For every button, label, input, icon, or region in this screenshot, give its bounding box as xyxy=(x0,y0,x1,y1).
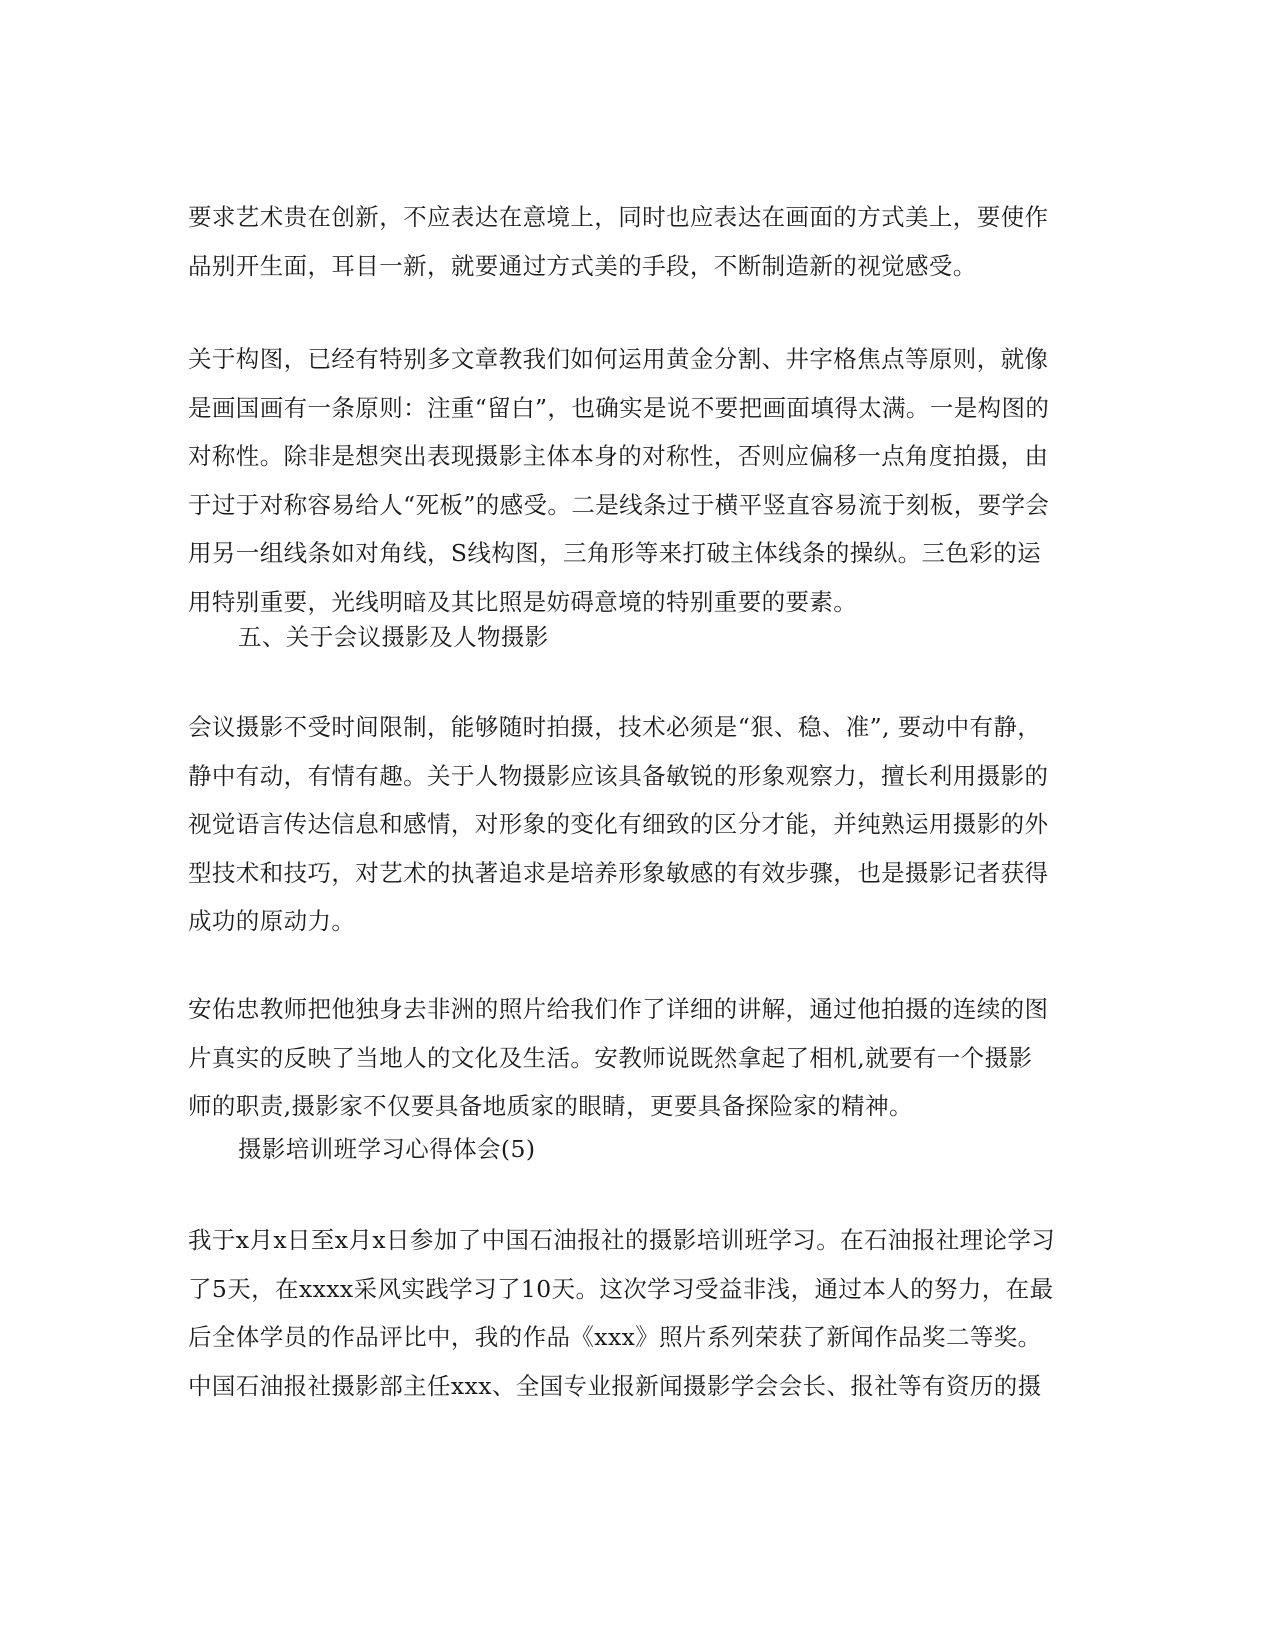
section-heading: 五、关于会议摄影及人物摄影 xyxy=(238,623,549,651)
text-line: 用另一组线条如对角线，S线构图，三角形等来打破主体线条的操纵。三色彩的运 xyxy=(188,539,1041,567)
text-line: 要求艺术贵在创新，不应表达在意境上，同时也应表达在画面的方式美上，要使作 xyxy=(188,203,1049,231)
text-line: 安佑忠教师把他独身去非洲的照片给我们作了详细的讲解，通过他拍摄的连续的图 xyxy=(188,995,1049,1023)
paragraph-5 xyxy=(188,1216,1088,1410)
paragraph-4 xyxy=(188,985,1088,1131)
text-line: 视觉语言传达信息和感情，对形象的变化有细致的区分才能，并纯熟运用摄影的外 xyxy=(188,810,1049,838)
text-line: 我于x月x日至x月x日参加了中国石油报社的摄影培训班学习。在石油报社理论学习 xyxy=(188,1226,1056,1254)
section-heading: 摄影培训班学习心得体会(5) xyxy=(238,1135,536,1163)
text-line: 型技术和技巧，对艺术的执著追求是培养形象敏感的有效步骤，也是摄影记者获得 xyxy=(188,858,1049,887)
text-line: 用特别重要，光线明暗及其比照是妨碍意境的特别重要的要素。 xyxy=(188,587,858,616)
text-line: 了5天，在xxxx采风实践学习了10天。这次学习受益非浅，通过本人的努力，在最 xyxy=(188,1274,1054,1303)
text-line: 会议摄影不受时间限制，能够随时拍摄，技术必须是“狠、稳、准”, 要动中有静， xyxy=(188,713,1042,741)
paragraph-1 xyxy=(188,193,1088,290)
text-line: 后全体学员的作品评比中，我的作品《xxx》照片系列荣获了新闻作品奖二等奖。 xyxy=(188,1323,1042,1351)
text-line: 中国石油报社摄影部主任xxx、全国专业报新闻摄影学会会长、报社等有资历的摄 xyxy=(188,1371,1042,1400)
paragraph-2 xyxy=(188,335,1088,626)
paragraph-3 xyxy=(188,703,1088,946)
text-line: 是画国画有一条原则：注重“留白”，也确实是说不要把画面填得太满。一是构图的 xyxy=(188,393,1050,422)
text-line: 于过于对称容易给人“死板”的感受。二是线条过于横平竖直容易流于刻板，要学会 xyxy=(188,490,1050,519)
text-line: 对称性。除非是想突出表现摄影主体本身的对称性，否则应偏移一点角度拍摄，由 xyxy=(188,442,1049,470)
text-line: 静中有动，有情有趣。关于人物摄影应该具备敏锐的形象观察力，擅长利用摄影的 xyxy=(188,761,1049,790)
text-line: 成功的原动力。 xyxy=(188,907,356,935)
text-line: 品别开生面，耳目一新，就要通过方式美的手段，不断制造新的视觉感受。 xyxy=(188,251,977,280)
text-line: 片真实的反映了当地人的文化及生活。安教师说既然拿起了相机,就要有一个摄影 xyxy=(188,1043,1033,1072)
text-line: 师的职责,摄影家不仅要具备地质家的眼睛，更要具备探险家的精神。 xyxy=(188,1092,913,1120)
text-line: 关于构图，已经有特别多文章教我们如何运用黄金分割、井字格焦点等原则，就像 xyxy=(188,345,1049,373)
